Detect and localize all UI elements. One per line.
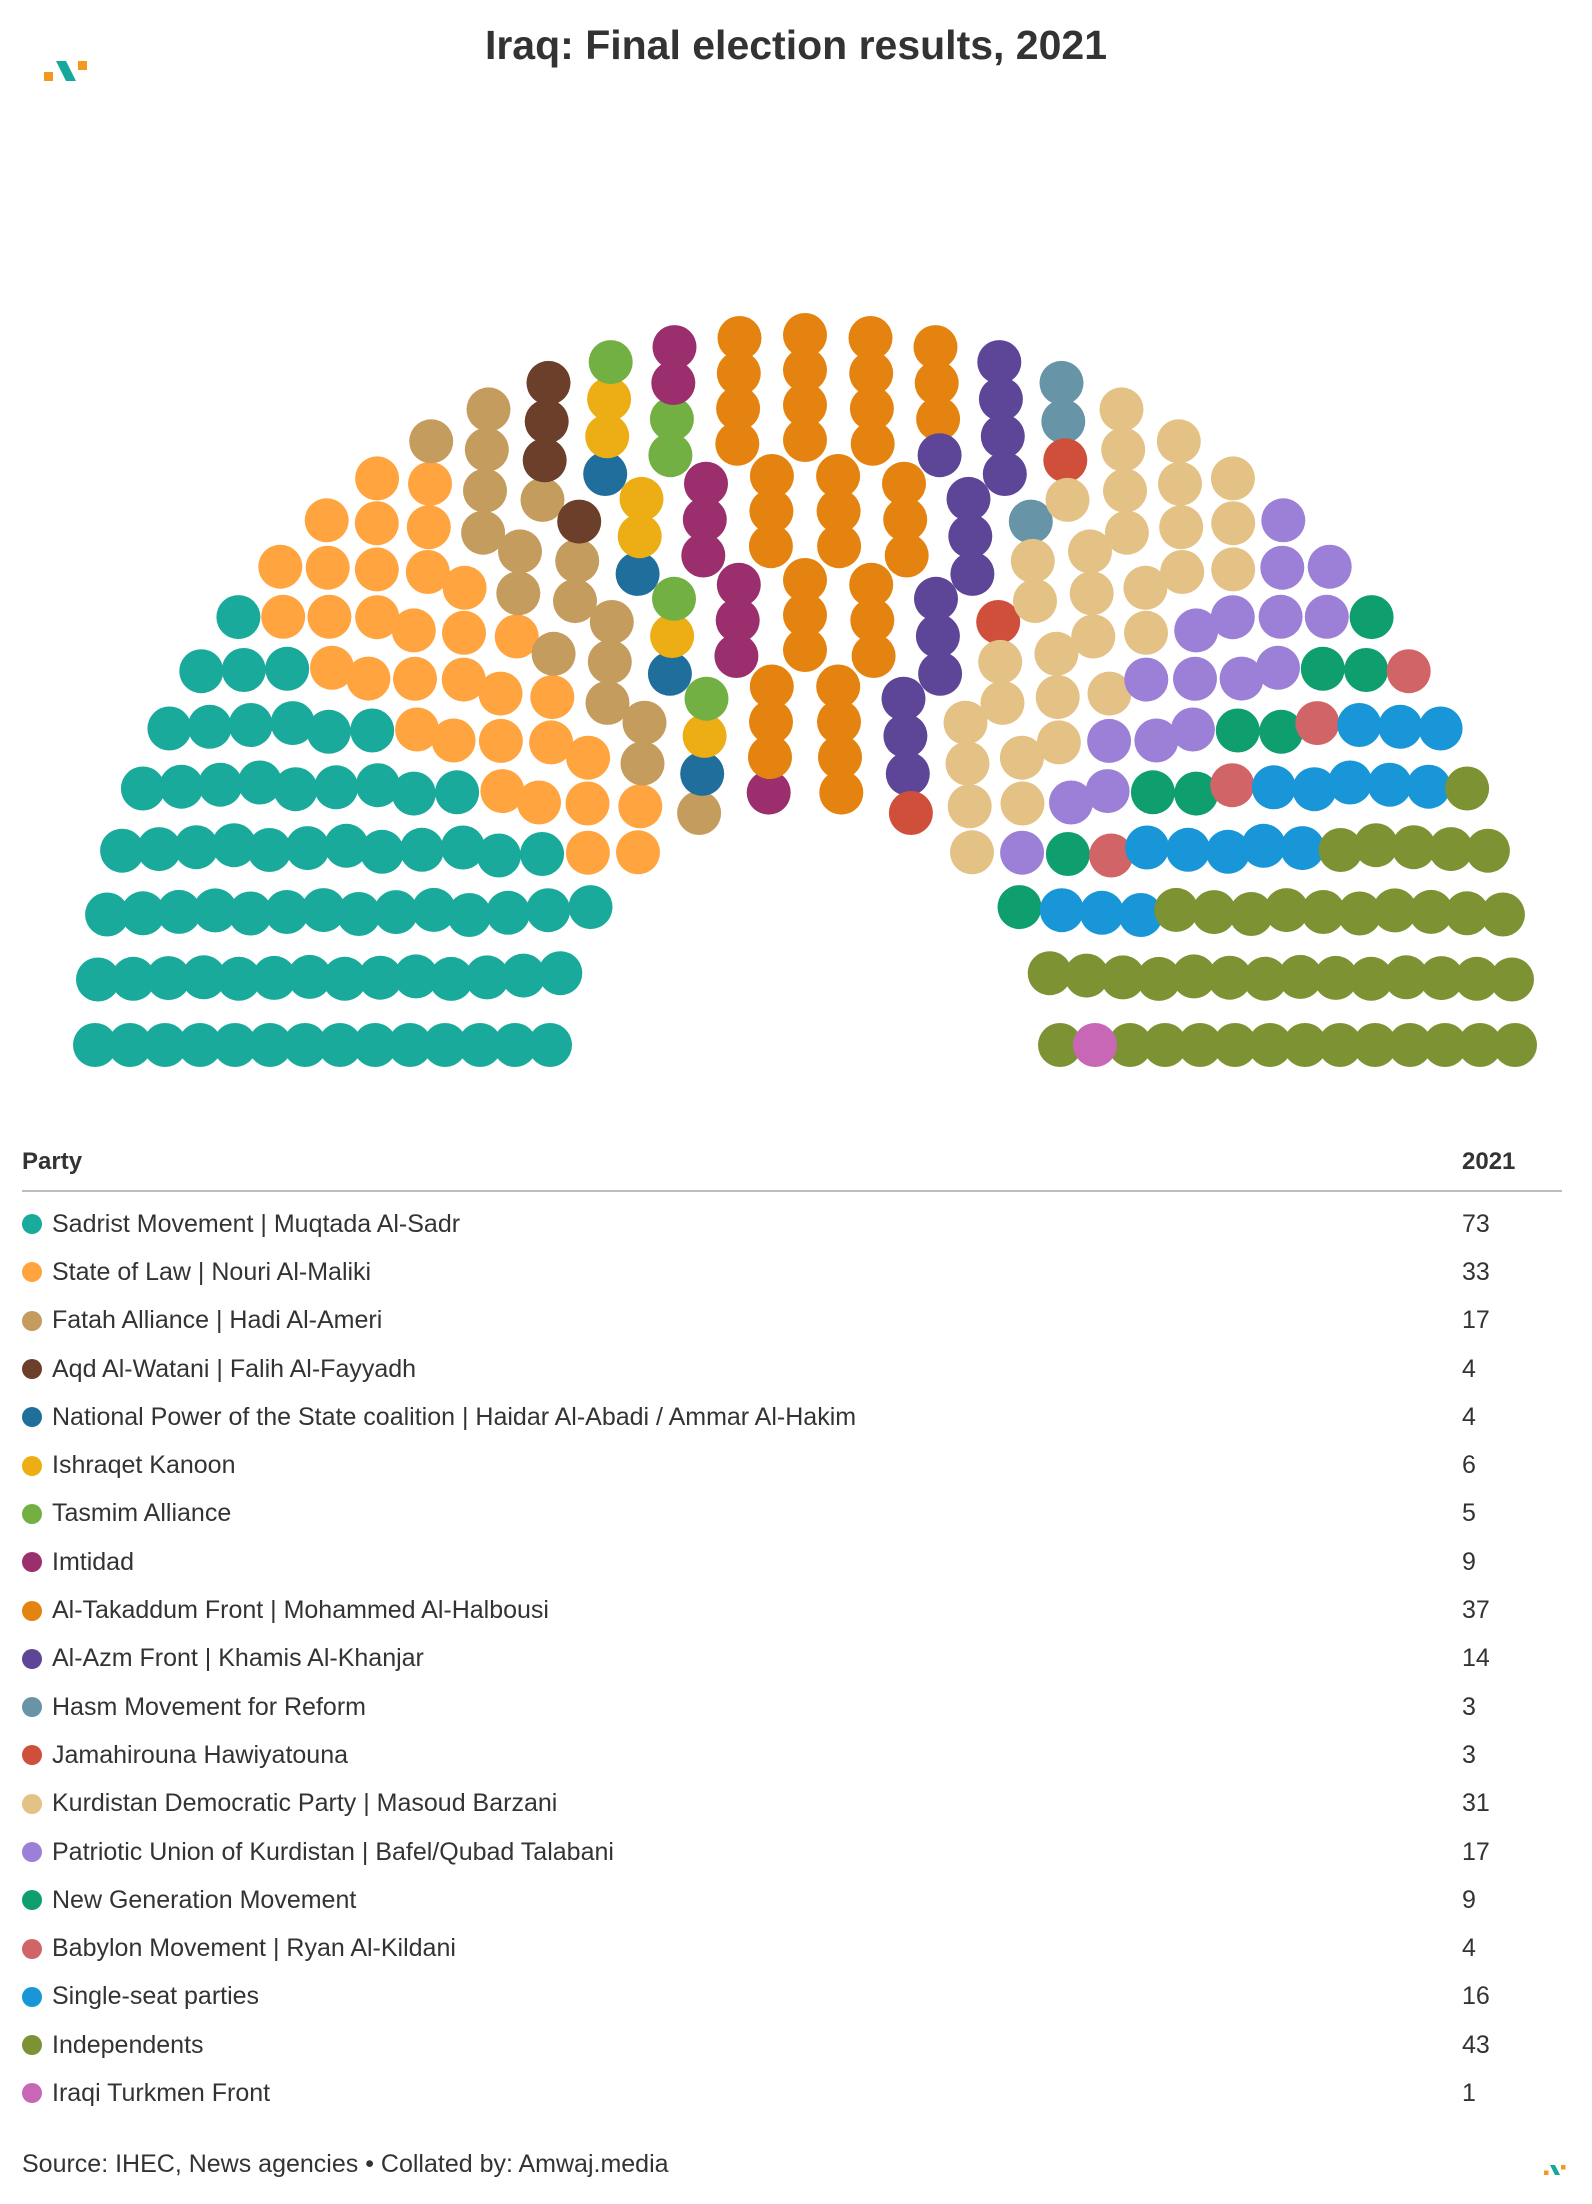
seat-dot xyxy=(374,890,418,934)
seat-dot xyxy=(1087,719,1131,763)
seat-dot xyxy=(653,325,697,369)
seat-dot xyxy=(1490,958,1534,1002)
seat-dot xyxy=(1036,675,1080,719)
seat-dot xyxy=(819,771,863,815)
party-color-dot xyxy=(22,1649,42,1669)
party-color-dot xyxy=(22,1939,42,1959)
seat-dot xyxy=(258,545,302,589)
seat-dot xyxy=(393,657,437,701)
seat-dot xyxy=(409,419,453,463)
seat-dot xyxy=(648,652,692,696)
seat-dot xyxy=(1131,770,1175,814)
seat-dot xyxy=(147,707,191,751)
seat-dot xyxy=(652,577,696,621)
seat-dot xyxy=(188,705,232,749)
seat-dot xyxy=(355,501,399,545)
seat-dot xyxy=(1071,615,1115,659)
seat-dot xyxy=(1070,571,1114,615)
seat-dot xyxy=(407,505,451,549)
seat-dot xyxy=(616,830,660,874)
seat-dot xyxy=(1043,438,1087,482)
seat-dot xyxy=(1388,1023,1432,1067)
party-seat-count: 16 xyxy=(1462,1982,1490,2011)
source-note: Source: IHEC, News agencies • Collated by: Amwaj.media xyxy=(22,2150,669,2178)
seat-dot xyxy=(496,571,540,615)
party-color-dot xyxy=(22,1359,42,1379)
seat-dot xyxy=(198,763,242,807)
table-header xyxy=(22,1140,1562,1192)
seat-dot xyxy=(1354,823,1398,867)
seat-dot xyxy=(1040,888,1084,932)
party-row xyxy=(22,1683,1562,1731)
seat-dot xyxy=(355,456,399,500)
seat-dot xyxy=(569,885,613,929)
party-color-dot xyxy=(22,1794,42,1814)
seat-dot xyxy=(517,781,561,825)
seat-dot xyxy=(1011,539,1055,583)
party-color-dot xyxy=(22,1987,42,2007)
party-seat-count: 31 xyxy=(1462,1789,1490,1818)
seat-dot xyxy=(1387,649,1431,693)
party-name: Patriotic Union of Kurdistan | Bafel/Qubad Talabani xyxy=(52,1837,614,1866)
party-seat-count: 43 xyxy=(1462,2030,1490,2059)
seat-dot xyxy=(1154,888,1198,932)
party-row xyxy=(22,1393,1562,1441)
seat-dot xyxy=(1308,545,1352,589)
party-name: Fatah Alliance | Hadi Al-Ameri xyxy=(52,1306,383,1335)
seat-dot xyxy=(498,529,542,573)
party-name: National Power of the State coalition | Haidar Al-Abadi / Ammar Al-Hakim xyxy=(52,1402,857,1431)
party-name: Jamahirouna Hawiyatouna xyxy=(52,1740,349,1769)
seat-dot xyxy=(1466,829,1510,873)
results-table xyxy=(22,1140,1562,2118)
seat-dot xyxy=(950,552,994,596)
seat-dot xyxy=(1173,657,1217,701)
party-name: Ishraqet Kanoon xyxy=(52,1451,236,1480)
seat-dot xyxy=(525,399,569,443)
seat-dot xyxy=(435,770,479,814)
seat-dot xyxy=(1125,826,1169,870)
seat-dot xyxy=(479,672,523,716)
seat-dot xyxy=(400,828,444,872)
party-seat-count: 4 xyxy=(1462,1354,1476,1383)
seat-dot xyxy=(532,632,576,676)
party-row xyxy=(22,1731,1562,1779)
party-seat-count: 33 xyxy=(1462,1257,1490,1286)
seat-dot xyxy=(981,681,1025,725)
party-row xyxy=(22,1924,1562,1972)
party-seat-count: 3 xyxy=(1462,1740,1476,1769)
seat-dot xyxy=(1171,708,1215,752)
party-row xyxy=(22,2069,1562,2117)
seat-dot xyxy=(1100,387,1144,431)
chart-title: Iraq: Final election results, 2021 xyxy=(484,22,1108,68)
seat-dot xyxy=(677,791,721,835)
year-column-header: 2021 xyxy=(1462,1148,1516,1175)
seat-dot xyxy=(998,885,1042,929)
seat-dot xyxy=(918,652,962,696)
seat-dot xyxy=(1046,832,1090,876)
party-name: Independents xyxy=(52,2030,204,2059)
seat-dot xyxy=(486,891,530,935)
party-row xyxy=(22,1828,1562,1876)
party-row xyxy=(22,1586,1562,1634)
party-color-dot xyxy=(22,1311,42,1331)
party-seat-count: 3 xyxy=(1462,1692,1476,1721)
seat-dot xyxy=(1159,505,1203,549)
seat-dot xyxy=(1407,765,1451,809)
party-color-dot xyxy=(22,1552,42,1572)
seat-dot xyxy=(620,477,664,521)
seat-dot xyxy=(684,462,728,506)
seat-dot xyxy=(265,647,309,691)
seat-dot xyxy=(1301,647,1345,691)
seat-dot xyxy=(718,316,762,360)
seat-dot xyxy=(983,452,1027,496)
seat-dot xyxy=(1166,828,1210,872)
party-seat-count: 17 xyxy=(1462,1837,1490,1866)
seat-dot xyxy=(1103,469,1147,513)
seat-dot xyxy=(392,772,436,816)
seat-dot xyxy=(1216,709,1260,753)
seat-dot xyxy=(523,438,567,482)
party-color-dot xyxy=(22,1456,42,1476)
seat-dot xyxy=(463,469,507,513)
seat-dot xyxy=(1328,761,1372,805)
party-list xyxy=(22,1200,1562,2118)
seat-dot xyxy=(557,500,601,544)
seat-dot xyxy=(1252,765,1296,809)
party-row xyxy=(22,1876,1562,1924)
seat-dot xyxy=(479,719,523,763)
seat-dot xyxy=(392,608,436,652)
seat-dot xyxy=(159,765,203,809)
party-color-dot xyxy=(22,1214,42,1234)
seat-dot xyxy=(465,428,509,472)
seat-dot xyxy=(886,752,930,796)
seat-dot xyxy=(1259,595,1303,639)
seat-dot xyxy=(442,611,486,655)
party-name: Kurdistan Democratic Party | Masoud Barzani xyxy=(52,1789,558,1818)
party-column-header: Party xyxy=(22,1148,83,1175)
party-row xyxy=(22,1490,1562,1538)
seat-dot xyxy=(443,566,487,610)
party-seat-count: 1 xyxy=(1462,2078,1476,2107)
party-name: State of Law | Nouri Al-Maliki xyxy=(52,1257,372,1286)
party-name: Babylon Movement | Ryan Al-Kildani xyxy=(52,1934,456,1963)
party-seat-count: 73 xyxy=(1462,1209,1490,1238)
seat-dot xyxy=(1295,701,1339,745)
party-color-dot xyxy=(22,2083,42,2103)
seat-dot xyxy=(305,498,349,542)
seat-dot xyxy=(1124,658,1168,702)
seat-dot xyxy=(1101,428,1145,472)
party-seat-count: 14 xyxy=(1462,1644,1490,1673)
party-row xyxy=(22,2021,1562,2069)
party-color-dot xyxy=(22,1697,42,1717)
seat-dot xyxy=(1073,1023,1117,1067)
seat-dot xyxy=(447,893,491,937)
party-name: Hasm Movement for Reform xyxy=(52,1692,366,1721)
seat-dot xyxy=(978,640,1022,684)
seat-dot xyxy=(588,640,632,684)
seat-dot xyxy=(717,563,761,607)
party-row xyxy=(22,1345,1562,1393)
party-name: Al-Takaddum Front | Mohammed Al-Halbousi xyxy=(52,1596,549,1625)
seat-dot xyxy=(1124,611,1168,655)
party-row xyxy=(22,1635,1562,1683)
party-color-dot xyxy=(22,1601,42,1621)
seat-dot xyxy=(621,742,665,786)
seat-dot xyxy=(566,736,610,780)
seat-dot xyxy=(1211,501,1255,545)
party-color-dot xyxy=(22,1890,42,1910)
seat-dot xyxy=(1009,500,1053,544)
seat-dot xyxy=(916,614,960,658)
seat-dot xyxy=(432,719,476,763)
party-seat-count: 37 xyxy=(1462,1596,1490,1625)
seat-dot xyxy=(1256,646,1300,690)
seat-dot xyxy=(314,765,358,809)
party-seat-count: 17 xyxy=(1462,1306,1490,1335)
seat-dot xyxy=(1344,648,1388,692)
party-seat-count: 5 xyxy=(1462,1499,1476,1528)
seat-dot xyxy=(950,830,994,874)
party-color-dot xyxy=(22,1842,42,1862)
party-name: Tasmim Alliance xyxy=(52,1499,232,1528)
seat-dot xyxy=(1481,893,1525,937)
seat-dot xyxy=(1105,511,1149,555)
seat-dot xyxy=(1305,595,1349,639)
party-name: Iraqi Turkmen Front xyxy=(52,2078,271,2107)
seat-dot xyxy=(307,710,351,754)
party-name: Imtidad xyxy=(52,1547,134,1576)
party-row xyxy=(22,1200,1562,1248)
seat-dot xyxy=(73,1023,117,1067)
seat-dot xyxy=(1000,831,1044,875)
party-color-dot xyxy=(22,1745,42,1765)
seat-dot xyxy=(521,478,565,522)
seat-dot xyxy=(467,387,511,431)
seat-dot xyxy=(1368,763,1412,807)
seat-dot xyxy=(623,701,667,745)
party-color-dot xyxy=(22,1407,42,1427)
seat-dot xyxy=(520,832,564,876)
party-row xyxy=(22,1441,1562,1489)
party-color-dot xyxy=(22,1504,42,1524)
party-row xyxy=(22,1297,1562,1345)
party-seat-count: 4 xyxy=(1462,1402,1476,1431)
seat-dot xyxy=(1242,824,1286,868)
seat-dot xyxy=(1211,456,1255,500)
seat-dot xyxy=(286,826,330,870)
seat-dot xyxy=(1337,703,1381,747)
seat-dot xyxy=(121,767,165,811)
seat-dot xyxy=(1211,595,1255,639)
seat-dot xyxy=(307,595,351,639)
party-name: Sadrist Movement | Muqtada Al-Sadr xyxy=(52,1209,461,1238)
party-row xyxy=(22,1248,1562,1296)
seat-dot xyxy=(685,677,729,721)
party-row xyxy=(22,1973,1562,2021)
party-color-dot xyxy=(22,2035,42,2055)
seat-dot xyxy=(1445,767,1489,811)
seat-dot xyxy=(851,422,895,466)
seat-dot xyxy=(750,665,794,709)
seat-dot xyxy=(817,524,861,568)
seat-dot xyxy=(530,675,574,719)
seat-dot xyxy=(680,752,724,796)
seat-dot xyxy=(1378,705,1422,749)
seat-dot xyxy=(1158,462,1202,506)
seat-dot xyxy=(555,539,599,583)
parliament-seat-chart xyxy=(0,120,1592,1100)
seat-dot xyxy=(1211,547,1255,591)
seat-dot xyxy=(783,418,827,462)
seat-dot xyxy=(918,433,962,477)
seat-dot xyxy=(783,593,827,637)
seat-dot xyxy=(1419,707,1463,751)
seat-dot xyxy=(583,452,627,496)
seat-dot xyxy=(1157,419,1201,463)
party-row xyxy=(22,1538,1562,1586)
seat-dot xyxy=(261,595,305,639)
seat-dot xyxy=(590,600,634,644)
party-row xyxy=(22,1780,1562,1828)
seat-dot xyxy=(538,951,582,995)
party-seat-count: 4 xyxy=(1462,1934,1476,1963)
seat-dot xyxy=(783,313,827,357)
seat-dot xyxy=(1040,361,1084,405)
seat-dot xyxy=(360,830,404,874)
seat-dot xyxy=(586,681,630,725)
seat-dot xyxy=(1001,782,1045,826)
seat-dot xyxy=(852,634,896,678)
party-name: Al-Azm Front | Khamis Al-Khanjar xyxy=(52,1644,424,1673)
seat-dot xyxy=(1041,399,1085,443)
seat-dot xyxy=(750,454,794,498)
seat-dot xyxy=(889,791,933,835)
seat-dot xyxy=(1160,550,1204,594)
seat-dot xyxy=(1280,826,1324,870)
seat-dot xyxy=(526,888,570,932)
party-color-dot xyxy=(22,1262,42,1282)
seat-dot xyxy=(1046,478,1090,522)
seat-dot xyxy=(306,546,350,590)
seat-dot xyxy=(179,649,223,693)
seat-dot xyxy=(355,547,399,591)
seat-dot xyxy=(1350,595,1394,639)
seat-dot xyxy=(885,534,929,578)
seat-dot xyxy=(566,831,610,875)
seat-dot xyxy=(1493,1023,1537,1067)
seat-dot xyxy=(566,782,610,826)
party-name: Aqd Al-Watani | Falih Al-Fayyadh xyxy=(52,1354,417,1383)
party-name: Single-seat parties xyxy=(52,1982,260,2011)
seat-dot xyxy=(981,414,1025,458)
seat-dot xyxy=(948,514,992,558)
amwaj-footer-logo-icon xyxy=(1544,2163,1566,2177)
seat-dot xyxy=(350,709,394,753)
seat-dot xyxy=(1260,546,1304,590)
seat-dot xyxy=(222,648,266,692)
seat-dot xyxy=(1261,498,1305,542)
party-name: New Generation Movement xyxy=(52,1885,357,1914)
seat-dot xyxy=(616,552,660,596)
seat-dot xyxy=(1037,720,1081,764)
seat-dot xyxy=(944,701,988,745)
seat-dot xyxy=(1210,763,1254,807)
seat-dot xyxy=(216,595,260,639)
seat-dot xyxy=(946,742,990,786)
seat-dot xyxy=(1213,1023,1257,1067)
seat-dot xyxy=(174,825,218,869)
seat-dot xyxy=(948,784,992,828)
seat-dot xyxy=(1086,769,1130,813)
seat-dot xyxy=(408,462,452,506)
seat-dot xyxy=(274,767,318,811)
seat-dot xyxy=(229,703,273,747)
seat-dot xyxy=(477,834,521,878)
party-seat-count: 9 xyxy=(1462,1885,1476,1914)
seat-dot xyxy=(527,361,571,405)
seat-dot xyxy=(976,600,1020,644)
seat-dot xyxy=(1013,579,1057,623)
party-seat-count: 6 xyxy=(1462,1451,1476,1480)
seat-dot xyxy=(247,828,291,872)
seat-dot xyxy=(553,579,597,623)
seat-dot xyxy=(589,340,633,384)
seat-dot xyxy=(346,657,390,701)
seat-dot xyxy=(883,714,927,758)
seat-dot xyxy=(618,784,662,828)
seat-dot xyxy=(1080,891,1124,935)
party-seat-count: 9 xyxy=(1462,1547,1476,1576)
